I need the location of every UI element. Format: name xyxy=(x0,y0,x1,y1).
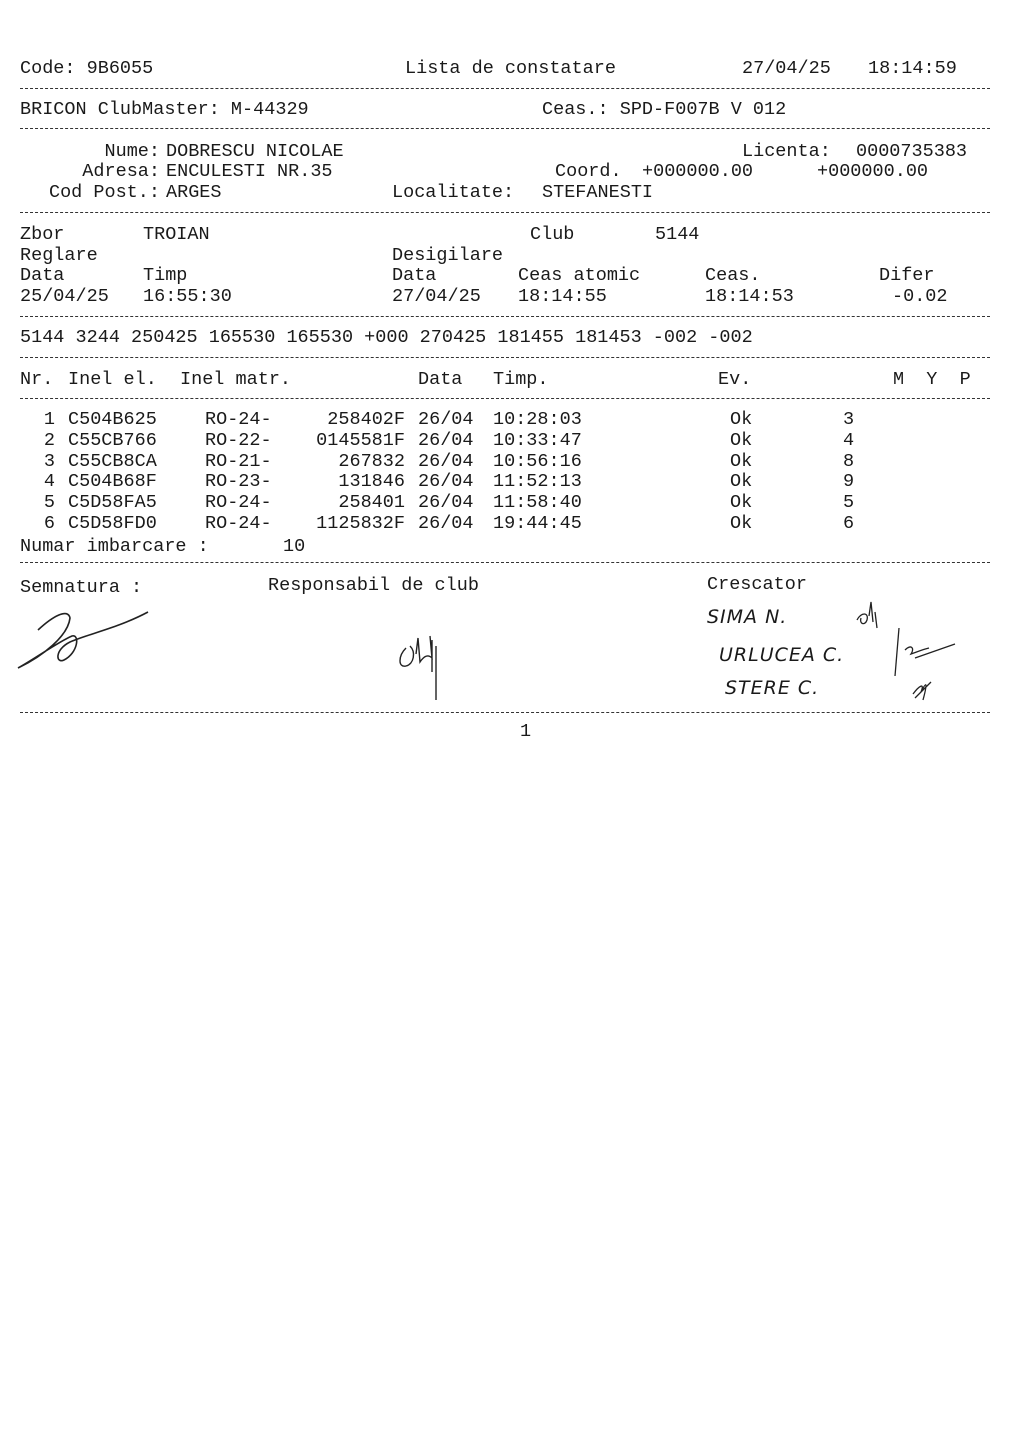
row-ev: Ok xyxy=(730,451,753,472)
data-label: Data xyxy=(20,265,65,286)
row-ev: Ok xyxy=(730,513,753,534)
handwritten-sima: SIMA N. xyxy=(707,606,788,628)
row-time: 11:58:40 xyxy=(493,492,582,513)
reglare-time: 16:55:30 xyxy=(143,286,232,307)
separator xyxy=(20,316,990,317)
boarding-count: 10 xyxy=(283,536,306,557)
row-ev: Ok xyxy=(730,492,753,513)
row-m: 5 xyxy=(843,492,855,513)
owner-locality: STEFANESTI xyxy=(542,182,654,203)
row-time: 10:56:16 xyxy=(493,451,582,472)
document-date: 27/04/25 xyxy=(742,58,831,79)
timp-label: Timp xyxy=(143,265,188,286)
separator xyxy=(20,712,990,713)
row-date: 26/04 xyxy=(418,409,474,430)
row-inel-number: 258402F xyxy=(327,409,405,430)
row-date: 26/04 xyxy=(418,451,474,472)
row-date: 26/04 xyxy=(418,492,474,513)
row-inel-number: 0145581F xyxy=(316,430,405,451)
difference-value: -0.02 xyxy=(892,286,948,307)
row-inel-number: 267832 xyxy=(338,451,405,472)
separator xyxy=(20,128,990,129)
handwritten-stere: STERE C. xyxy=(725,677,820,699)
licence-value: 0000735383 xyxy=(856,141,968,162)
col-myp: M Y P xyxy=(893,369,971,390)
owner-address: ENCULESTI NR.35 xyxy=(166,161,333,182)
clock-info: Ceas.: SPD-F007B V 012 xyxy=(542,99,787,120)
row-ev: Ok xyxy=(730,471,753,492)
coord-y: +000000.00 xyxy=(817,161,929,182)
boarding-label: Numar imbarcare : xyxy=(20,536,209,557)
row-nr: 1 xyxy=(43,409,55,430)
difer-label: Difer xyxy=(879,265,935,286)
col-nr: Nr. xyxy=(20,369,54,390)
row-nr: 5 xyxy=(43,492,55,513)
separator xyxy=(20,562,990,563)
row-time: 10:28:03 xyxy=(493,409,582,430)
row-date: 26/04 xyxy=(418,430,474,451)
clock-time: 18:14:53 xyxy=(705,286,794,307)
row-ev: Ok xyxy=(730,430,753,451)
handwritten-urlucea: URLUCEA C. xyxy=(719,644,845,666)
coord-x: +000000.00 xyxy=(642,161,754,182)
row-inel-number: 258401 xyxy=(338,492,405,513)
ceas-atomic-label: Ceas atomic xyxy=(518,265,641,286)
owner-name: DOBRESCU NICOLAE xyxy=(166,141,344,162)
club-label: Club xyxy=(530,224,575,245)
row-m: 8 xyxy=(843,451,855,472)
atomic-clock-time: 18:14:55 xyxy=(518,286,607,307)
postcode-label: Cod Post.: xyxy=(48,182,160,203)
address-label: Adresa: xyxy=(82,161,160,182)
row-inel-el: C5D58FD0 xyxy=(68,513,157,534)
zbor-label: Zbor xyxy=(20,224,65,245)
desigilare-date: 27/04/25 xyxy=(392,286,481,307)
row-inel-el: C504B68F xyxy=(68,471,157,492)
row-inel-prefix: RO-21- xyxy=(205,451,272,472)
col-timp: Timp. xyxy=(493,369,549,390)
row-inel-el: C55CB766 xyxy=(68,430,157,451)
row-nr: 2 xyxy=(43,430,55,451)
row-nr: 4 xyxy=(43,471,55,492)
row-nr: 3 xyxy=(43,451,55,472)
semnatura-label: Semnatura : xyxy=(20,577,143,598)
data-label-2: Data xyxy=(392,265,437,286)
signature-crescator-marks xyxy=(855,598,965,708)
col-inel-matr: Inel matr. xyxy=(180,369,292,390)
desigilare-label: Desigilare xyxy=(392,245,504,266)
document-code: Code: 9B6055 xyxy=(20,58,154,79)
row-inel-prefix: RO-24- xyxy=(205,492,272,513)
row-date: 26/04 xyxy=(418,471,474,492)
col-ev: Ev. xyxy=(718,369,752,390)
document-title: Lista de constatare xyxy=(405,58,616,79)
row-m: 6 xyxy=(843,513,855,534)
row-date: 26/04 xyxy=(418,513,474,534)
crescator-label: Crescator xyxy=(707,574,807,595)
row-inel-prefix: RO-22- xyxy=(205,430,272,451)
zbor-value: TROIAN xyxy=(143,224,210,245)
row-inel-prefix: RO-23- xyxy=(205,471,272,492)
row-time: 11:52:13 xyxy=(493,471,582,492)
row-inel-prefix: RO-24- xyxy=(205,513,272,534)
row-nr: 6 xyxy=(43,513,55,534)
row-inel-number: 1125832F xyxy=(316,513,405,534)
signature-semnatura xyxy=(8,598,168,678)
col-data: Data xyxy=(418,369,463,390)
row-ev: Ok xyxy=(730,409,753,430)
row-time: 10:33:47 xyxy=(493,430,582,451)
row-inel-number: 131846 xyxy=(338,471,405,492)
code-line: 5144 3244 250425 165530 165530 +000 270425 181455 181453 -002 -002 xyxy=(20,327,753,348)
separator xyxy=(20,357,990,358)
coord-label: Coord. xyxy=(555,161,622,182)
reglare-date: 25/04/25 xyxy=(20,286,109,307)
row-inel-el: C55CB8CA xyxy=(68,451,157,472)
club-value: 5144 xyxy=(655,224,700,245)
locality-label: Localitate: xyxy=(392,182,515,203)
reglare-label: Reglare xyxy=(20,245,98,266)
separator xyxy=(20,88,990,89)
responsabil-label: Responsabil de club xyxy=(268,575,479,596)
row-inel-el: C504B625 xyxy=(68,409,157,430)
owner-postcode: ARGES xyxy=(166,182,222,203)
separator xyxy=(20,398,990,399)
page-number: 1 xyxy=(520,721,532,742)
row-time: 19:44:45 xyxy=(493,513,582,534)
signature-responsabil xyxy=(390,628,470,708)
device-info: BRICON ClubMaster: M-44329 xyxy=(20,99,309,120)
licence-label: Licenta: xyxy=(742,141,831,162)
document-time: 18:14:59 xyxy=(868,58,957,79)
row-m: 9 xyxy=(843,471,855,492)
row-m: 4 xyxy=(843,430,855,451)
row-inel-prefix: RO-24- xyxy=(205,409,272,430)
col-inel-el: Inel el. xyxy=(68,369,157,390)
ceas-label: Ceas. xyxy=(705,265,761,286)
name-label: Nume: xyxy=(104,141,160,162)
separator xyxy=(20,212,990,213)
row-inel-el: C5D58FA5 xyxy=(68,492,157,513)
row-m: 3 xyxy=(843,409,855,430)
